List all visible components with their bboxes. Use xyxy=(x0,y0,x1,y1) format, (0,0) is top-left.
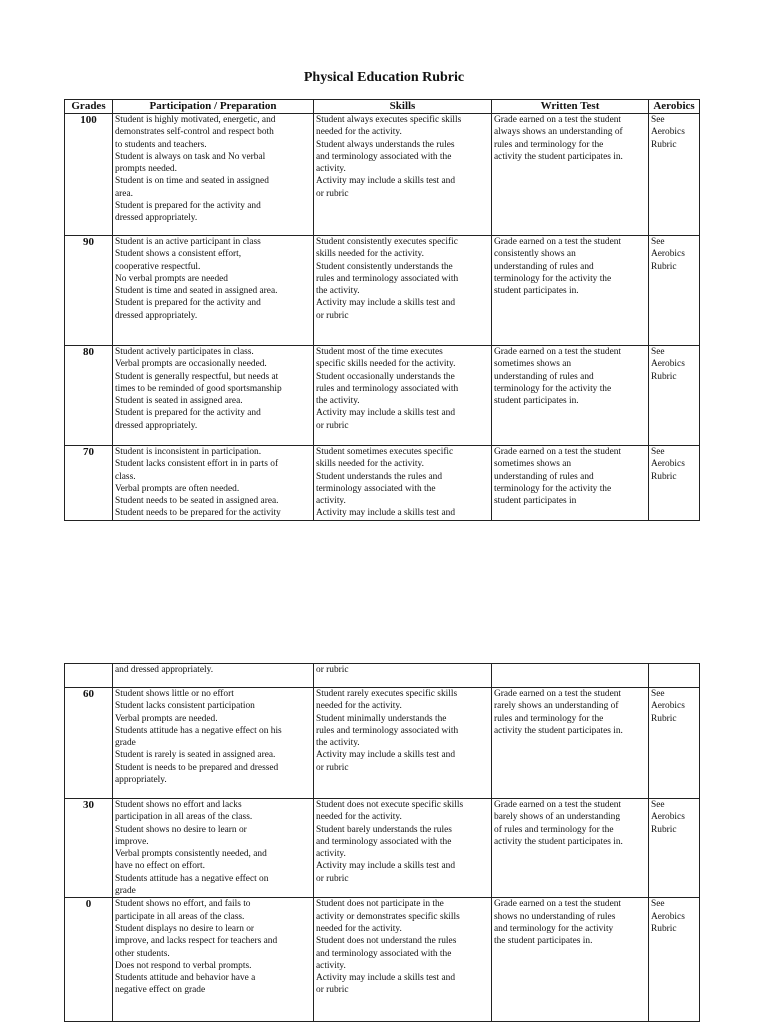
cell-line: appropriately. xyxy=(115,775,167,786)
cell-line: Student occasionally understands the xyxy=(316,371,455,382)
aerobics-cell xyxy=(649,236,700,346)
cell-line: Activity may include a skills test and xyxy=(316,508,456,519)
grade-cell: 0 xyxy=(65,898,113,1022)
skills-cell xyxy=(314,446,492,521)
cell-line: Student is an active participant in class xyxy=(115,237,261,247)
cell-line: Student is seated in assigned area. xyxy=(115,396,243,407)
header-participation: Participation / Preparation xyxy=(113,100,314,114)
written-cell xyxy=(492,114,649,236)
cell-line: Rubric xyxy=(651,923,677,934)
cell-line: Aerobics xyxy=(651,812,685,823)
cell-line: Aerobics xyxy=(651,359,685,370)
aerobics-cell xyxy=(649,898,700,1022)
cell-line: Student most of the time executes xyxy=(316,347,443,357)
cell-line: Student shows no effort and lacks xyxy=(115,800,242,810)
rubric-row xyxy=(65,446,700,521)
cell-line: or rubric xyxy=(316,188,349,199)
cell-line: Students attitude has a negative effect on his xyxy=(115,725,282,736)
cell-line: needed for the activity. xyxy=(316,923,402,934)
cell-line: activity the student participates in. xyxy=(494,151,623,162)
cell-line: Activity may include a skills test and xyxy=(316,861,456,872)
cell-line: Student understands the rules and xyxy=(316,471,443,482)
cell-line: Student needs to be seated in assigned area. xyxy=(115,496,279,507)
rubric-row xyxy=(65,236,700,346)
cell-line: Aerobics xyxy=(651,701,685,712)
grade-cell: 70 xyxy=(65,446,113,521)
cell-line: Student sometimes executes specific xyxy=(316,447,454,457)
cell-line: Grade earned on a test the student xyxy=(494,899,622,910)
cell-line: student participates in xyxy=(494,496,577,507)
cell-line: See xyxy=(651,800,665,810)
rubric-table-part-1 xyxy=(64,99,700,521)
cell-line: Aerobics xyxy=(651,911,685,922)
aerobics-cell xyxy=(649,346,700,446)
cell-line: negative effect on grade xyxy=(115,985,206,996)
cell-line: Student displays no desire to learn or xyxy=(115,923,255,934)
grade-cell: 80 xyxy=(65,346,113,446)
cell-line: and terminology for the activity xyxy=(494,923,614,934)
continuation-participation xyxy=(113,664,314,688)
cell-line: area. xyxy=(115,188,133,199)
cell-line: or rubric xyxy=(316,762,349,773)
cell-line: student participates in. xyxy=(494,396,579,407)
rubric-row xyxy=(65,114,700,236)
cell-line: participation in all areas of the class. xyxy=(115,812,253,823)
cell-line: Student is generally respectful, but needs at xyxy=(115,371,279,382)
cell-line: rules and terminology associated with xyxy=(316,725,459,736)
cell-line: terminology associated with the xyxy=(316,483,436,494)
aerobics-cell xyxy=(649,688,700,799)
cell-line: specific skills needed for the activity. xyxy=(316,359,456,370)
cell-line: Activity may include a skills test and xyxy=(316,750,456,761)
cell-line: to students and teachers. xyxy=(115,139,207,150)
cell-line: improve, and lacks respect for teachers and xyxy=(115,936,278,947)
cell-line: demonstrates self-control and respect both xyxy=(115,127,274,138)
cell-line: Rubric xyxy=(651,824,677,835)
cell-line: Student rarely executes specific skills xyxy=(316,689,458,699)
cell-line: Student consistently understands the xyxy=(316,261,453,272)
cell-line: See xyxy=(651,447,665,457)
cell-line: Activity may include a skills test and xyxy=(316,176,456,187)
page-title: Physical Education Rubric xyxy=(303,70,465,85)
cell-line: Students attitude and behavior have a xyxy=(115,973,256,984)
cell-line: Activity may include a skills test and xyxy=(316,973,456,984)
cell-line: Activity may include a skills test and xyxy=(316,408,456,419)
cell-line: Student barely understands the rules xyxy=(316,824,452,835)
cell-line: activity. xyxy=(316,164,346,175)
written-cell xyxy=(492,799,649,898)
cell-line: Student actively participates in class. xyxy=(115,347,254,357)
cell-line: Student always executes specific skills xyxy=(316,115,462,125)
cell-line: Student does not understand the rules xyxy=(316,936,457,947)
cell-line: and terminology associated with the xyxy=(316,836,452,847)
cell-line: needed for the activity. xyxy=(316,127,402,138)
cell-line: Rubric xyxy=(651,713,677,724)
cell-line: activity the student participates in. xyxy=(494,836,623,847)
cell-line: Student is inconsistent in participation. xyxy=(115,447,262,457)
cell-line: or rubric xyxy=(316,665,349,675)
cell-line: participate in all areas of the class. xyxy=(115,911,245,922)
cell-line: rarely shows an understanding of xyxy=(494,701,619,712)
cell-line: activity. xyxy=(316,960,346,971)
grade-cell: 90 xyxy=(65,236,113,346)
cell-line: rules and terminology associated with xyxy=(316,383,459,394)
header-row xyxy=(65,100,700,114)
cell-line: or rubric xyxy=(316,873,349,884)
aerobics-cell xyxy=(649,799,700,898)
cell-line: Student is time and seated in assigned area. xyxy=(115,286,278,297)
cell-line: See xyxy=(651,347,665,357)
cell-line: Student consistently executes specific xyxy=(316,237,458,247)
header-skills: Skills xyxy=(314,100,492,114)
rubric-row xyxy=(65,898,700,1022)
cell-line: terminology for the activity the xyxy=(494,483,612,494)
cell-line: Does not respond to verbal prompts. xyxy=(115,960,252,971)
cell-line: and terminology associated with the xyxy=(316,151,452,162)
cell-line: grade xyxy=(115,738,136,749)
rubric-table-part-2 xyxy=(64,663,700,1022)
cell-line: Verbal prompts are needed. xyxy=(115,713,218,724)
cell-line: rules and terminology for the xyxy=(494,713,604,724)
cell-line: improve. xyxy=(115,836,149,847)
continuation-skills xyxy=(314,664,492,688)
cell-line: Student is prepared for the activity and xyxy=(115,408,261,419)
cell-line: or rubric xyxy=(316,985,349,996)
participation-cell xyxy=(113,236,314,346)
cell-line: and dressed appropriately. xyxy=(115,665,214,675)
rubric-row xyxy=(65,688,700,799)
cell-line: and terminology associated with the xyxy=(316,948,452,959)
cell-line: Student lacks consistent participation xyxy=(115,701,255,712)
cell-line: See xyxy=(651,237,665,247)
cell-line: class. xyxy=(115,471,136,482)
cell-line: sometimes shows an xyxy=(494,459,572,470)
rubric-row xyxy=(65,799,700,898)
skills-cell xyxy=(314,688,492,799)
cell-line: barely shows of an understanding xyxy=(494,812,621,823)
written-cell xyxy=(492,236,649,346)
cell-line: Student always understands the rules xyxy=(316,139,455,150)
cell-line: Student is needs to be prepared and dressed xyxy=(115,762,279,773)
cell-line: Student shows little or no effort xyxy=(115,689,234,699)
cell-line: the activity. xyxy=(316,286,360,297)
cell-line: Grade earned on a test the student xyxy=(494,347,622,357)
cell-line: needed for the activity. xyxy=(316,701,402,712)
cell-line: dressed appropriately. xyxy=(115,420,198,431)
continuation-written-cell xyxy=(492,664,649,688)
cell-line: or rubric xyxy=(316,420,349,431)
written-cell xyxy=(492,446,649,521)
grade-cell: 30 xyxy=(65,799,113,898)
aerobics-cell xyxy=(649,446,700,521)
skills-cell xyxy=(314,236,492,346)
header-written-test: Written Test xyxy=(492,100,649,114)
cell-line: rules and terminology for the xyxy=(494,139,604,150)
header-aerobics: Aerobics xyxy=(649,100,700,114)
cell-line: skills needed for the activity. xyxy=(316,459,424,470)
cell-line: other students. xyxy=(115,948,170,959)
cell-line: Aerobics xyxy=(651,249,685,260)
cell-line: activity the student participates in. xyxy=(494,725,623,736)
cell-line: Verbal prompts consistently needed, and xyxy=(115,849,267,860)
cell-line: Activity may include a skills test and xyxy=(316,298,456,309)
cell-line: times to be reminded of good sportsmanship xyxy=(115,383,282,394)
grade-cell: 60 xyxy=(65,688,113,799)
cell-line: Rubric xyxy=(651,139,677,150)
cell-line: the activity. xyxy=(316,738,360,749)
cell-line: activity. xyxy=(316,849,346,860)
participation-cell xyxy=(113,898,314,1022)
cell-line: Verbal prompts are occasionally needed. xyxy=(115,359,267,370)
cell-line: terminology for the activity the xyxy=(494,383,612,394)
cell-line: No verbal prompts are needed xyxy=(115,273,228,284)
participation-cell xyxy=(113,799,314,898)
cell-line: Grade earned on a test the student xyxy=(494,689,622,699)
cell-line: Rubric xyxy=(651,261,677,272)
cell-line: rules and terminology associated with xyxy=(316,273,459,284)
cell-line: Student is highly motivated, energetic, and xyxy=(115,115,276,125)
cell-line: Student is prepared for the activity and xyxy=(115,201,261,212)
skills-cell xyxy=(314,799,492,898)
skills-cell xyxy=(314,114,492,236)
cell-line: Student does not participate in the xyxy=(316,899,444,910)
cell-line: skills needed for the activity. xyxy=(316,249,424,260)
cell-line: the student participates in. xyxy=(494,936,593,947)
cell-line: Student is prepared for the activity and xyxy=(115,298,261,309)
written-cell xyxy=(492,346,649,446)
cell-line: grade xyxy=(115,886,136,897)
cell-line: Student needs to be prepared for the activity xyxy=(115,508,281,519)
rubric-row xyxy=(65,346,700,446)
cell-line: dressed appropriately. xyxy=(115,213,198,224)
aerobics-cell xyxy=(649,114,700,236)
cell-line: Students attitude has a negative effect on xyxy=(115,873,269,884)
cell-line: prompts needed. xyxy=(115,164,177,175)
cell-line: See xyxy=(651,115,665,125)
skills-cell xyxy=(314,346,492,446)
continuation-row xyxy=(65,664,700,688)
cell-line: Student shows a consistent effort, xyxy=(115,249,242,260)
cell-line: Rubric xyxy=(651,371,677,382)
cell-line: always shows an understanding of xyxy=(494,127,623,138)
participation-cell xyxy=(113,346,314,446)
cell-line: Aerobics xyxy=(651,459,685,470)
cell-line: dressed appropriately. xyxy=(115,310,198,321)
cell-line: student participates in. xyxy=(494,286,579,297)
cell-line: activity. xyxy=(316,496,346,507)
cell-line: Rubric xyxy=(651,471,677,482)
cell-line: See xyxy=(651,689,665,699)
cell-line: Grade earned on a test the student xyxy=(494,115,622,125)
cell-line: sometimes shows an xyxy=(494,359,572,370)
cell-line: shows no understanding of rules xyxy=(494,911,616,922)
cell-line: Student shows no effort, and fails to xyxy=(115,899,251,910)
cell-line: Verbal prompts are often needed. xyxy=(115,483,240,494)
skills-cell xyxy=(314,898,492,1022)
header-grades: Grades xyxy=(65,100,113,114)
participation-cell xyxy=(113,446,314,521)
cell-line: Student is rarely is seated in assigned area. xyxy=(115,750,276,761)
cell-line: Grade earned on a test the student xyxy=(494,800,622,810)
cell-line: Aerobics xyxy=(651,127,685,138)
cell-line: Student lacks consistent effort in in parts of xyxy=(115,459,279,470)
written-cell xyxy=(492,688,649,799)
cell-line: Grade earned on a test the student xyxy=(494,447,622,457)
cell-line: of rules and terminology for the xyxy=(494,824,614,835)
cell-line: Student is always on task and No verbal xyxy=(115,151,266,162)
cell-line: needed for the activity. xyxy=(316,812,402,823)
written-cell xyxy=(492,898,649,1022)
cell-line: Student shows no desire to learn or xyxy=(115,824,247,835)
cell-line: terminology for the activity the xyxy=(494,273,612,284)
cell-line: consistently shows an xyxy=(494,249,576,260)
cell-line: understanding of rules and xyxy=(494,261,594,272)
continuation-grade-cell xyxy=(65,664,113,688)
cell-line: Student does not execute specific skills xyxy=(316,800,464,810)
cell-line: activity or demonstrates specific skills xyxy=(316,911,460,922)
cell-line: See xyxy=(651,899,665,910)
cell-line: understanding of rules and xyxy=(494,371,594,382)
cell-line: or rubric xyxy=(316,310,349,321)
cell-line: the activity. xyxy=(316,396,360,407)
cell-line: Grade earned on a test the student xyxy=(494,237,622,247)
continuation-aerobics-cell xyxy=(649,664,700,688)
grade-cell: 100 xyxy=(65,114,113,236)
participation-cell xyxy=(113,688,314,799)
cell-line: have no effect on effort. xyxy=(115,861,205,872)
cell-line: understanding of rules and xyxy=(494,471,594,482)
participation-cell xyxy=(113,114,314,236)
cell-line: Student is on time and seated in assigned xyxy=(115,176,269,187)
cell-line: cooperative respectful. xyxy=(115,261,201,272)
cell-line: Student minimally understands the xyxy=(316,713,447,724)
